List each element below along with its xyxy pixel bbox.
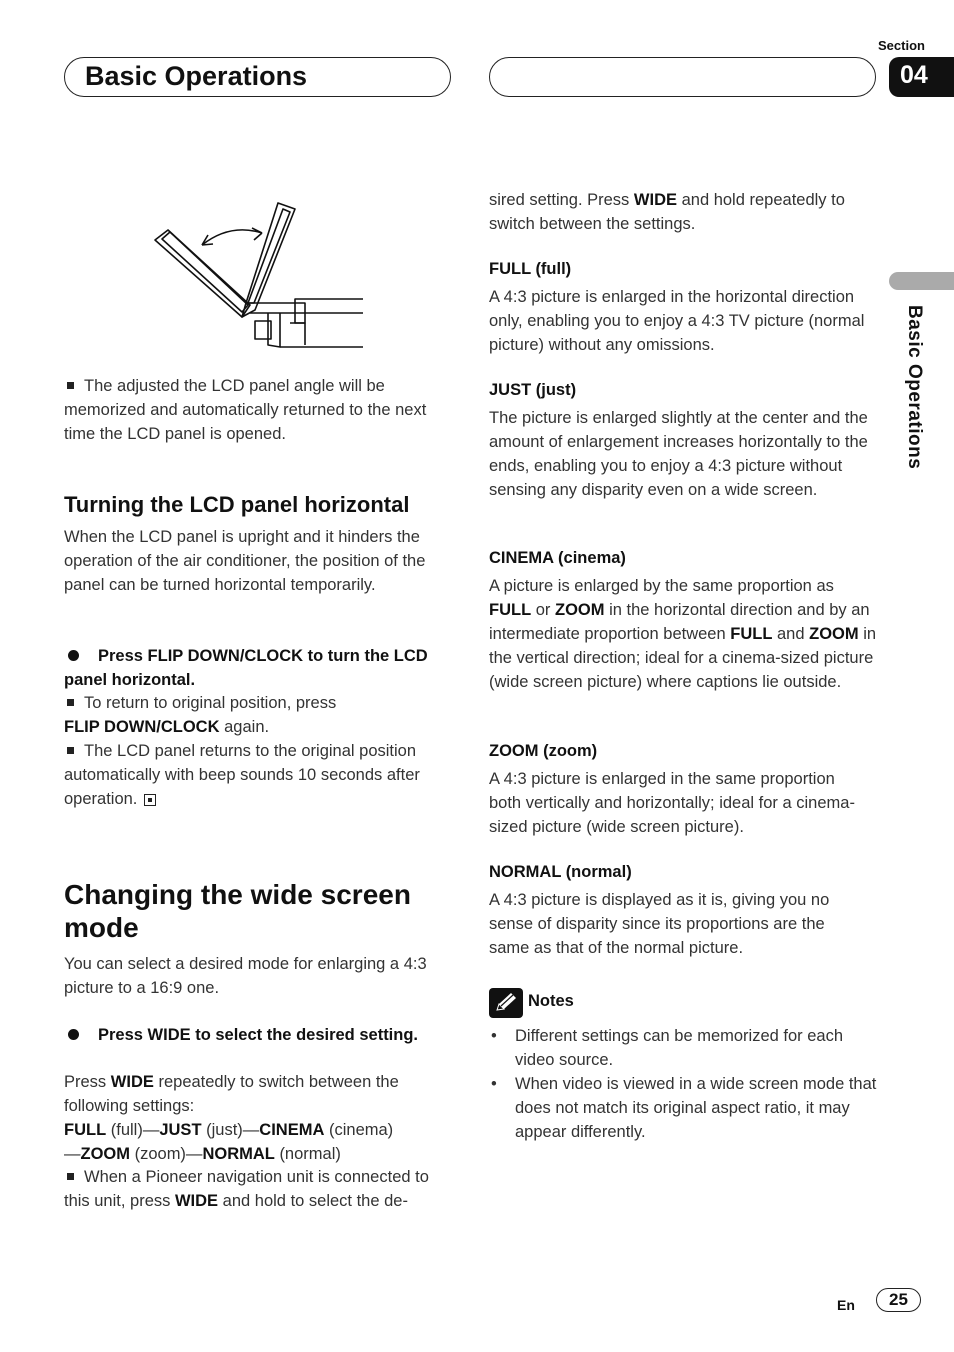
auto-note-text: The LCD panel returns to the original position automatically with beep sounds 10 seconds after operation. bbox=[64, 742, 420, 808]
return-note bbox=[64, 691, 454, 739]
cont-text-b: and hold repeatedly to switch between the settings. bbox=[489, 191, 845, 233]
page-number: 25 bbox=[889, 1290, 908, 1309]
full-heading: FULL (full) bbox=[489, 260, 572, 278]
page-number-frame bbox=[876, 1288, 921, 1312]
seq-zoom-key: ZOOM bbox=[80, 1145, 130, 1163]
auto-return-note bbox=[64, 739, 454, 811]
wide-press-text bbox=[64, 1070, 454, 1118]
language-code: En bbox=[837, 1297, 855, 1313]
mode-sequence bbox=[64, 1118, 454, 1166]
cinema-text-3: in the horizontal direction and by an intermediate proportion between bbox=[489, 601, 870, 643]
cinema-zoom-key-2: ZOOM bbox=[809, 625, 859, 643]
side-tab-marker bbox=[889, 272, 954, 290]
wide-intro: You can select a desired mode for enlarging a 4:3 picture to a 16:9 one. bbox=[64, 955, 427, 997]
notes-icon bbox=[489, 988, 523, 1018]
pencil-icon bbox=[489, 988, 523, 1018]
list-item: • When video is viewed in a wide screen mode that does not match its original aspect ratio, it may appear differently. bbox=[489, 1072, 879, 1144]
seq-full-text: (full)— bbox=[110, 1121, 160, 1139]
cinema-text-4: and bbox=[777, 625, 805, 643]
cinema-text-5: in the vertical direction; ideal for a cinema-sized picture (wide screen picture) where captions lie outside. bbox=[489, 625, 877, 691]
wide-key: WIDE bbox=[110, 1073, 154, 1091]
memo-note-text: The adjusted the LCD panel angle will be memorized and automatically returned to the next time the LCD panel is opened. bbox=[64, 377, 427, 443]
notes-heading: Notes bbox=[528, 992, 574, 1010]
seq-just-text: (just)— bbox=[206, 1121, 260, 1139]
step-bullet-icon bbox=[68, 1029, 79, 1040]
side-tab-label: Basic Operations bbox=[904, 305, 925, 470]
zoom-body: A 4:3 picture is enlarged in the same proportion both vertically and horizontally; ideal for a cinema-sized picture (wide screen picture). bbox=[489, 770, 855, 836]
seq-normal-text: (normal) bbox=[279, 1145, 341, 1163]
seq-dash: — bbox=[64, 1145, 81, 1163]
cinema-body bbox=[489, 574, 879, 694]
wide-heading: Changing the wide screen mode bbox=[64, 879, 411, 943]
step-bullet-icon bbox=[68, 650, 79, 661]
press-text-a: Press bbox=[64, 1073, 107, 1091]
just-heading: JUST (just) bbox=[489, 381, 577, 399]
notes-list bbox=[489, 1024, 879, 1144]
note-square-icon bbox=[67, 1173, 74, 1180]
seq-zoom-text: (zoom)— bbox=[134, 1145, 203, 1163]
cinema-heading: CINEMA (cinema) bbox=[489, 549, 626, 567]
seq-cinema-key: CINEMA bbox=[259, 1121, 325, 1139]
list-item: • Different settings can be memorized for each video source. bbox=[489, 1024, 879, 1072]
seq-cinema-text: (cinema) bbox=[328, 1121, 394, 1139]
cinema-full-key-2: FULL bbox=[730, 625, 773, 643]
header-blank-frame bbox=[489, 57, 876, 97]
pioneer-note bbox=[64, 1165, 456, 1213]
lcd-angle-memory-note bbox=[64, 374, 454, 446]
horizontal-intro: When the LCD panel is upright and it hinders the operation of the air conditioner, the position of the panel can be turned horizontal temporarily. bbox=[64, 528, 426, 594]
end-mark-icon bbox=[144, 794, 156, 806]
seq-normal-key: NORMAL bbox=[202, 1145, 275, 1163]
press-text-b: repeatedly to switch between the following settings: bbox=[64, 1073, 399, 1115]
lcd-panel-illustration bbox=[150, 195, 370, 355]
pioneer-text-b: and hold to select the de- bbox=[222, 1192, 408, 1210]
seq-just-key: JUST bbox=[159, 1121, 202, 1139]
note-square-icon bbox=[67, 699, 74, 706]
cinema-full-key: FULL bbox=[489, 601, 532, 619]
normal-body: A 4:3 picture is displayed as it is, giving you no sense of disparity since its proportions are the same as that of the normal picture. bbox=[489, 891, 830, 957]
just-body: The picture is enlarged slightly at the center and the amount of enlargement increases horizontally to the ends, enabling you to enjoy a 4:3 picture without sensing any disparity even on a wide screen. bbox=[489, 409, 868, 499]
flip-step-text: Press FLIP DOWN/CLOCK to turn the LCD panel horizontal. bbox=[64, 647, 428, 689]
wide-step-text: Press WIDE to select the desired setting. bbox=[98, 1026, 419, 1044]
wide-step bbox=[64, 1023, 444, 1047]
flip-step bbox=[64, 644, 454, 692]
note-square-icon bbox=[67, 382, 74, 389]
horizontal-heading: Turning the LCD panel horizontal bbox=[64, 492, 410, 517]
pioneer-text-a: When a Pioneer navigation unit is connected to this unit, press bbox=[64, 1168, 429, 1210]
section-number: 04 bbox=[900, 61, 928, 89]
section-label: Section bbox=[878, 38, 925, 53]
full-body: A 4:3 picture is enlarged in the horizontal direction only, enabling you to enjoy a 4:3 TV picture (normal picture) without any omissions. bbox=[489, 288, 865, 354]
note-square-icon bbox=[67, 747, 74, 754]
zoom-heading: ZOOM (zoom) bbox=[489, 742, 598, 760]
pioneer-note-continued bbox=[489, 188, 879, 236]
seq-full-key: FULL bbox=[64, 1121, 107, 1139]
return-note-end: again. bbox=[224, 718, 270, 736]
header-title-frame bbox=[64, 57, 451, 97]
section-number-badge bbox=[889, 57, 954, 97]
cinema-text-1: A picture is enlarged by the same proportion as bbox=[489, 577, 834, 595]
pioneer-wide-key: WIDE bbox=[174, 1192, 219, 1210]
page-title: Basic Operations bbox=[85, 61, 308, 91]
cinema-text-2: or bbox=[535, 601, 551, 619]
return-note-text: To return to original position, press bbox=[84, 694, 337, 712]
normal-heading: NORMAL (normal) bbox=[489, 863, 632, 881]
cont-wide-key: WIDE bbox=[633, 191, 677, 209]
cont-text-a: sired setting. Press bbox=[489, 191, 630, 209]
cinema-zoom-key: ZOOM bbox=[555, 601, 605, 619]
flip-key: FLIP DOWN/CLOCK bbox=[64, 718, 220, 736]
